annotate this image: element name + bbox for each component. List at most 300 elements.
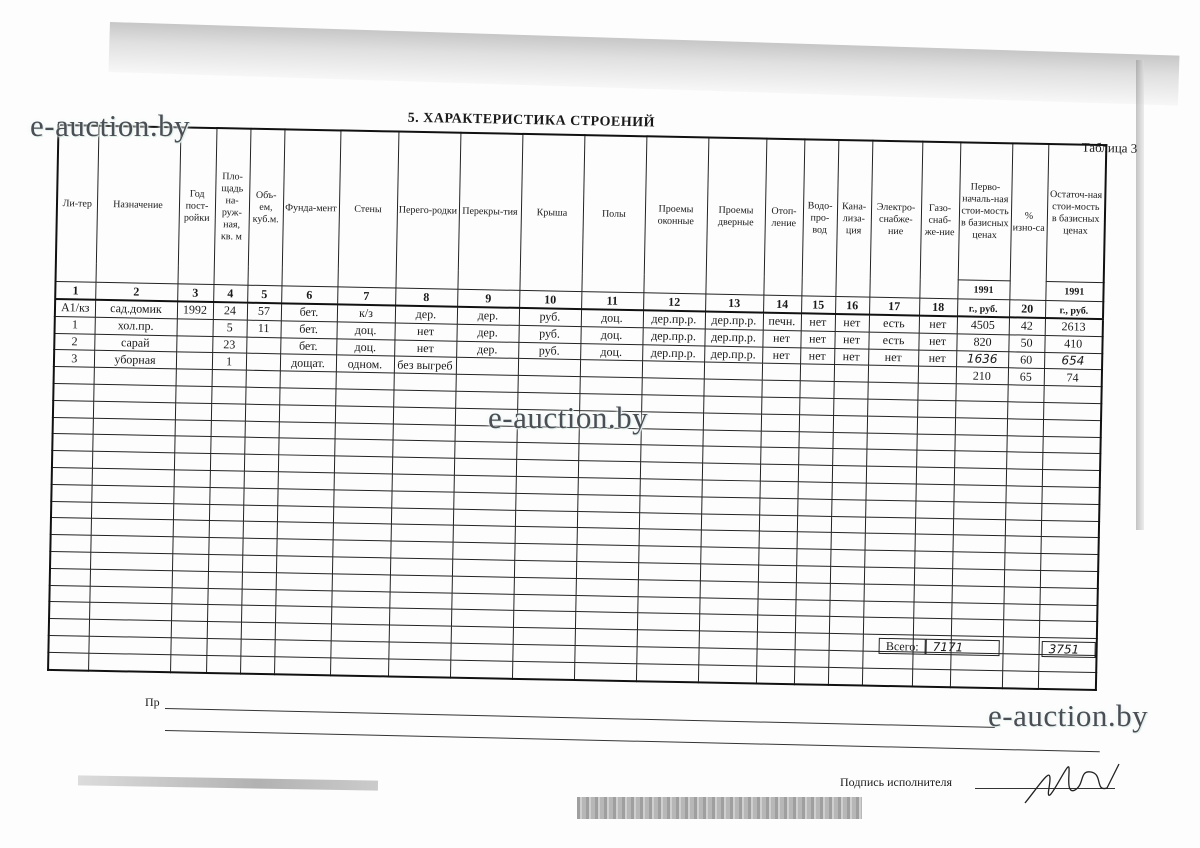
table-cell	[698, 665, 756, 683]
table-cell	[391, 491, 453, 509]
table-cell	[866, 466, 916, 484]
table-cell	[1005, 503, 1041, 520]
table-cell	[831, 533, 865, 550]
table-cell	[88, 653, 170, 672]
table-cell	[866, 433, 916, 451]
table-cell	[953, 485, 1005, 503]
table-cell	[575, 612, 637, 630]
table-cell	[759, 498, 797, 516]
table-cell	[241, 622, 275, 639]
table-cell	[391, 508, 453, 526]
table-cell	[760, 464, 798, 482]
table-cell	[242, 555, 276, 572]
table-cell	[579, 377, 641, 395]
table-cell	[207, 605, 241, 622]
table-cell	[761, 380, 799, 398]
table-cell: бет.	[280, 337, 336, 355]
table-cell	[867, 382, 917, 400]
table-cell	[1041, 503, 1099, 521]
table-cell	[699, 597, 757, 615]
table-cell	[53, 417, 93, 435]
table-cell	[171, 587, 207, 604]
table-cell	[831, 482, 865, 499]
table-cell	[833, 415, 867, 432]
table-cell	[955, 384, 1007, 402]
table-cell: 5	[212, 319, 246, 336]
table-cell	[757, 599, 795, 617]
table-cell	[170, 654, 206, 672]
col-number: 11	[581, 292, 643, 311]
table-cell	[452, 576, 514, 594]
table-cell: дер.	[456, 341, 518, 359]
table-cell	[576, 578, 638, 596]
col-number: 9	[457, 289, 519, 308]
page-title: 5. ХАРАКТЕРИСТИКА СТРОЕНИЙ	[407, 110, 656, 131]
table-cell: доц.	[581, 309, 643, 327]
table-cell: без выгреб	[394, 356, 456, 374]
table-cell	[93, 401, 175, 419]
table-cell	[1040, 554, 1098, 572]
table-cell	[93, 418, 175, 436]
table-cell	[244, 471, 278, 488]
table-cell	[211, 386, 245, 403]
table-cell	[176, 369, 212, 386]
table-cell: 23	[212, 336, 246, 353]
table-cell	[636, 663, 698, 681]
table-cell	[759, 481, 797, 499]
table-cell	[952, 569, 1004, 587]
table-cell: нет	[868, 349, 918, 367]
table-cell	[175, 403, 211, 420]
table-cell	[512, 644, 574, 662]
table-cell	[1004, 536, 1040, 553]
table-cell	[799, 381, 833, 398]
table-cell	[455, 374, 517, 392]
table-cell	[331, 607, 389, 625]
table-cell	[865, 483, 915, 501]
table-cell	[207, 588, 241, 605]
header-initial-cost: Перво-началь-ная стои-мость в базисных ценах	[958, 142, 1013, 280]
table-cell	[245, 387, 279, 404]
table-cell	[330, 641, 388, 659]
table-cell	[52, 451, 92, 469]
table-cell	[796, 583, 830, 600]
table-cell	[274, 656, 330, 674]
table-cell	[332, 557, 390, 575]
table-cell	[954, 468, 1006, 486]
table-cell	[48, 652, 88, 670]
table-cell	[91, 519, 173, 537]
table-cell	[451, 609, 513, 627]
table-cell	[638, 563, 700, 581]
table-cell	[800, 364, 834, 381]
table-cell	[513, 594, 575, 612]
table-cell	[280, 371, 336, 389]
table-cell	[209, 487, 243, 504]
table-cell	[334, 456, 392, 474]
table-cell: дер.пр.р.	[705, 311, 763, 329]
col-number	[957, 299, 1009, 317]
table-cell	[758, 582, 796, 600]
signature-mark	[1015, 748, 1125, 818]
table-cell	[757, 632, 795, 650]
table-cell	[393, 390, 455, 408]
table-cell	[703, 413, 761, 431]
table-cell	[208, 538, 242, 555]
table-cell	[336, 372, 394, 390]
col-number: 18	[919, 298, 957, 316]
table-cell	[833, 398, 867, 415]
table-cell	[1040, 587, 1098, 605]
table-cell	[759, 515, 797, 533]
table-cell	[53, 400, 93, 418]
table-cell	[757, 615, 795, 633]
table-cell: бет.	[281, 303, 337, 321]
header-sewage: Кана-лиза-ция	[835, 140, 872, 297]
table-cell	[453, 509, 515, 527]
table-cell	[240, 656, 274, 674]
header-doors: Проемы дверные	[705, 137, 766, 295]
table-cell	[641, 412, 703, 430]
table-cell	[278, 455, 334, 473]
table-cell	[332, 540, 390, 558]
table-cell	[514, 544, 576, 562]
table-cell	[208, 571, 242, 588]
table-cell: руб.	[519, 308, 581, 326]
table-cell	[331, 590, 389, 608]
table-cell	[761, 414, 799, 432]
table-cell	[393, 373, 455, 391]
table-cell	[274, 640, 330, 658]
unit-19: г., руб.	[968, 303, 998, 315]
table-cell	[639, 496, 701, 514]
table-cell	[173, 487, 209, 504]
table-cell	[240, 639, 274, 656]
table-cell	[244, 438, 278, 455]
table-cell: 42	[1009, 317, 1045, 335]
table-cell: дер.пр.р.	[704, 329, 762, 347]
table-cell	[92, 451, 174, 469]
table-cell	[91, 485, 173, 503]
table-cell	[390, 558, 452, 576]
table-cell: к/з	[337, 304, 395, 322]
table-cell	[864, 584, 914, 602]
col-number: 7	[337, 287, 395, 306]
header-water: Водо-про-вод	[801, 139, 838, 296]
table-cell	[640, 445, 702, 463]
table-cell	[245, 404, 279, 421]
header-foundation: Фунда-мент	[281, 129, 340, 287]
col-number: 6	[281, 286, 337, 305]
table-cell	[1039, 604, 1097, 622]
table-cell	[332, 574, 390, 592]
table-cell	[1003, 603, 1039, 620]
table-cell	[171, 621, 207, 638]
table-cell	[641, 395, 703, 413]
header-walls: Стены	[337, 130, 398, 288]
table-cell	[577, 494, 639, 512]
table-cell	[331, 624, 389, 642]
table-cell	[93, 384, 175, 402]
table-cell: есть	[869, 315, 919, 333]
table-cell: уборная	[94, 351, 176, 369]
table-cell	[451, 593, 513, 611]
table-cell	[171, 604, 207, 621]
table-cell	[954, 434, 1006, 452]
table-cell	[91, 502, 173, 520]
table-cell	[246, 370, 280, 387]
table-cell	[206, 638, 240, 655]
table-cell	[1041, 520, 1099, 538]
table-cell	[830, 583, 864, 600]
table-cell: нет	[394, 340, 456, 358]
table-cell	[516, 443, 578, 461]
table-cell	[702, 463, 760, 481]
table-cell	[575, 595, 637, 613]
table-cell	[244, 454, 278, 471]
col-number: 12	[643, 293, 705, 312]
table-cell: 50	[1008, 335, 1044, 352]
col-number: 5	[247, 285, 281, 303]
table-cell	[1004, 586, 1040, 603]
table-cell: доц.	[336, 322, 394, 340]
table-cell: доц.	[580, 343, 642, 361]
header-partitions: Перего-родки	[395, 132, 460, 290]
table-cell	[798, 431, 832, 448]
table-cell	[918, 366, 956, 384]
table-cell	[50, 535, 90, 553]
table-cell: дер.пр.р.	[642, 344, 704, 362]
table-cell	[89, 586, 171, 604]
table-cell: нет	[801, 313, 835, 331]
table-cell	[52, 434, 92, 452]
header-windows: Проемы оконные	[643, 136, 708, 294]
table-cell: нет	[834, 331, 868, 348]
table-cell	[916, 434, 954, 452]
col-number: 10	[519, 290, 581, 309]
footer-line	[165, 730, 1100, 752]
table-cell	[518, 359, 580, 377]
table-cell	[210, 437, 244, 454]
table-cell: руб.	[518, 342, 580, 360]
table-cell	[212, 370, 246, 387]
col-number	[1045, 300, 1103, 319]
footer-line	[165, 708, 995, 728]
table-cell: 210	[956, 367, 1008, 385]
table-cell	[759, 531, 797, 549]
table-cell: нет	[918, 350, 956, 368]
table-cell: сад.домик	[95, 300, 177, 319]
table-cell	[54, 367, 94, 385]
header-year-built: Год пост-ройки	[177, 127, 216, 284]
table-cell	[760, 431, 798, 449]
table-cell	[277, 522, 333, 540]
table-cell	[954, 451, 1006, 469]
table-cell	[333, 506, 391, 524]
table-cell	[1043, 402, 1101, 420]
table-cell	[1040, 570, 1098, 588]
table-cell	[52, 467, 92, 485]
table-cell	[208, 554, 242, 571]
table-cell	[639, 529, 701, 547]
table-cell	[90, 535, 172, 553]
table-cell	[914, 534, 952, 552]
table-cell: нет	[762, 347, 800, 365]
buildings-sheet	[47, 100, 1138, 681]
total-initial-cost: 7171	[926, 639, 1000, 656]
table-cell	[913, 618, 951, 636]
table-cell	[756, 666, 794, 684]
table-cell	[797, 515, 831, 532]
table-cell	[276, 556, 332, 574]
table-cell	[174, 453, 210, 470]
table-body	[48, 299, 1103, 690]
table-cell	[454, 458, 516, 476]
table-cell	[456, 358, 518, 376]
col-number: 3	[177, 284, 213, 302]
table-cell	[1006, 469, 1042, 486]
table-cell	[914, 568, 952, 586]
table-cell	[49, 585, 89, 603]
table-cell	[174, 470, 210, 487]
table-cell: 1992	[177, 301, 213, 319]
table-cell	[914, 585, 952, 603]
table-cell: 57	[247, 303, 281, 321]
table-cell	[574, 645, 636, 663]
table-cell	[513, 627, 575, 645]
table-cell: 3	[54, 350, 94, 368]
table-cell: 1	[55, 316, 95, 334]
table-cell	[864, 567, 914, 585]
total-label: Всего:	[879, 638, 926, 655]
table-cell	[450, 660, 512, 678]
table-cell: нет	[834, 348, 868, 365]
table-cell	[640, 428, 702, 446]
table-cell	[863, 617, 913, 635]
table-cell: бет.	[280, 321, 336, 339]
table-cell: нет	[800, 331, 834, 348]
table-cell: хол.пр.	[95, 317, 177, 335]
table-cell	[762, 363, 800, 381]
col-number: 14	[763, 295, 801, 313]
table-cell	[915, 484, 953, 502]
table-cell	[279, 388, 335, 406]
table-cell: дер.	[456, 324, 518, 342]
table-cell: 11	[246, 320, 280, 337]
header-wear: % изно-са	[1009, 143, 1048, 300]
table-cell	[392, 440, 454, 458]
table-cell	[640, 462, 702, 480]
table-cell	[335, 389, 393, 407]
table-cell	[829, 617, 863, 634]
table-cell	[955, 418, 1007, 436]
table-cell	[795, 616, 829, 633]
header-heating: Отоп-ление	[763, 139, 804, 296]
table-cell	[389, 608, 451, 626]
table-cell	[173, 503, 209, 520]
table-cell: 2	[54, 333, 94, 351]
table-cell	[915, 501, 953, 519]
table-cell	[514, 577, 576, 595]
table-cell	[90, 552, 172, 570]
table-cell	[575, 629, 637, 647]
table-cell	[1002, 670, 1038, 688]
table-cell	[207, 622, 241, 639]
table-cell	[833, 382, 867, 399]
table-cell: сарай	[94, 334, 176, 352]
table-cell	[389, 592, 451, 610]
table-cell	[243, 488, 277, 505]
table-cell	[452, 559, 514, 577]
table-cell	[1007, 419, 1043, 436]
table-cell	[389, 625, 451, 643]
table-cell	[391, 524, 453, 542]
table-cell	[952, 535, 1004, 553]
table-cell	[865, 500, 915, 518]
table-cell	[865, 533, 915, 551]
table-cell	[797, 532, 831, 549]
table-cell	[243, 505, 277, 522]
table-cell	[90, 569, 172, 587]
table-cell	[795, 599, 829, 616]
table-cell	[1004, 570, 1040, 587]
table-cell: нет	[762, 330, 800, 348]
table-cell	[578, 461, 640, 479]
table-cell	[516, 460, 578, 478]
table-cell	[50, 568, 90, 586]
table-cell	[278, 438, 334, 456]
table-cell	[798, 465, 832, 482]
header-volume: Объ-ем, куб.м.	[247, 129, 284, 286]
table-cell	[702, 430, 760, 448]
table-cell	[176, 352, 212, 369]
table-cell: дощат.	[280, 354, 336, 372]
header-area: Пло-щадь на-руж-ная, кв. м	[213, 128, 250, 285]
table-cell: нет	[918, 333, 956, 351]
watermark: e-auction.by	[30, 108, 191, 143]
table-cell	[829, 600, 863, 617]
table-cell: дер.	[395, 306, 457, 324]
table-cell	[170, 638, 206, 655]
table-cell: 2613	[1045, 318, 1103, 336]
table-cell	[275, 589, 331, 607]
table-cell	[952, 585, 1004, 603]
table-cell	[515, 527, 577, 545]
signature-label: Подпись исполнителя	[840, 775, 952, 789]
table-cell	[829, 634, 863, 651]
table-cell	[912, 669, 950, 687]
table-cell	[1006, 435, 1042, 452]
col-number: 16	[835, 296, 869, 314]
table-cell	[245, 421, 279, 438]
table-cell	[832, 432, 866, 449]
table-cell	[334, 439, 392, 457]
table-cell	[330, 658, 388, 676]
table-cell	[831, 499, 865, 516]
table-cell	[574, 662, 636, 680]
table-cell	[175, 419, 211, 436]
watermark: e-auction.by	[488, 400, 649, 435]
table-cell: 1	[212, 353, 246, 370]
table-cell: дер.	[457, 307, 519, 325]
table-cell: 74	[1044, 369, 1102, 387]
table-cell	[277, 505, 333, 523]
table-cell	[242, 572, 276, 589]
table-cell	[88, 636, 170, 654]
table-cell	[517, 376, 579, 394]
table-cell	[951, 602, 1003, 620]
table-cell	[1042, 470, 1100, 488]
